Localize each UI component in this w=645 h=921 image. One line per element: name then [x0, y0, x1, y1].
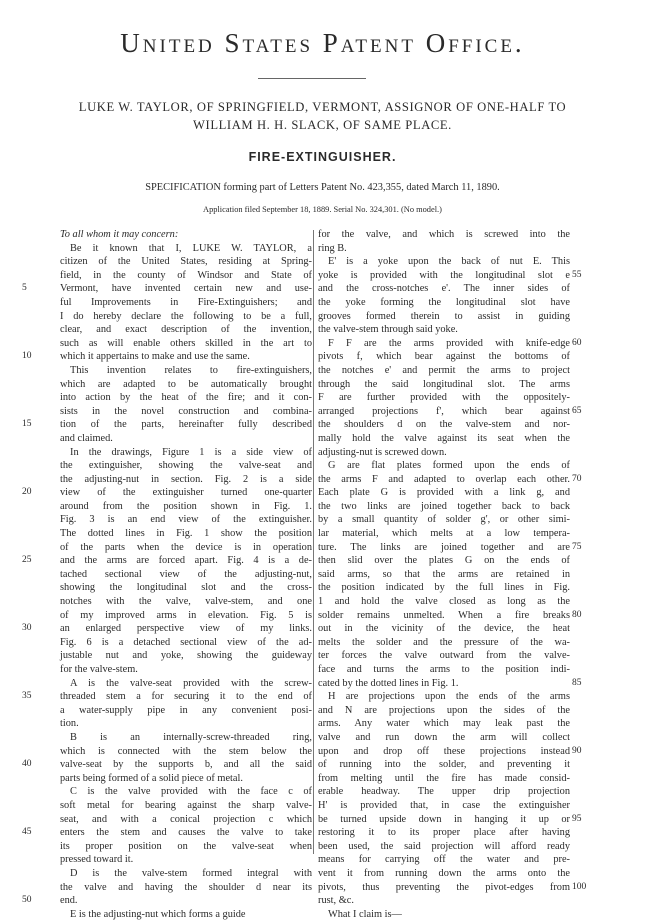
text-line: parts being formed of a solid piece of metal. [60, 772, 243, 784]
text-line: ring B. [318, 242, 347, 254]
text-line: cated by the dotted lines in Fig. 1. [318, 677, 459, 689]
right-text-column [318, 228, 570, 921]
line-number: 60 [572, 337, 582, 348]
text-line: showing the longitudinal slot and the cross- [60, 582, 312, 594]
line-number: 15 [22, 419, 32, 430]
text-line: for the valve-stem. [60, 664, 138, 675]
text-line: Fig. 6 is a detached sectional view of the ad- [60, 636, 312, 648]
left-text-column [60, 228, 312, 921]
text-line: The dotted lines in Fig. 1 show the position [60, 528, 312, 540]
text-line: lar material, which melts at a low tempera- [318, 528, 570, 540]
text-line: sists in the novel construction and combina- [60, 405, 312, 417]
line-number: 35 [22, 691, 32, 702]
text-line: Each plate G is provided with a link g, and [318, 487, 570, 499]
text-line: and the arms are forced apart. Fig. 4 is a de- [60, 555, 312, 567]
text-line: which it appertains to make and use the same. [60, 351, 250, 363]
text-line: face and turns the arms to the position indi- [318, 664, 570, 675]
text-line: I do hereby declare the following to be a full, [60, 310, 312, 322]
text-line: then slid over the plates G on the ends of [318, 555, 570, 567]
line-number: 30 [22, 623, 32, 634]
title-rule [258, 78, 366, 79]
text-line: Be it known that I, LUKE W. TAYLOR, a [70, 242, 312, 254]
text-line: tion. [60, 718, 79, 730]
text-line: 1 and hold the valve closed as long as the [318, 596, 570, 608]
line-number: 55 [572, 269, 582, 280]
text-line: In the drawings, Figure 1 is a side view of [70, 446, 312, 458]
text-line: ful Improvements in Fire-Extinguishers; and [60, 296, 312, 308]
text-line: C is the valve provided with the face c of [70, 786, 312, 798]
text-line: of the parts when the device is in operation [60, 541, 312, 553]
text-line: F are further provided with the oppositely- [318, 392, 570, 404]
text-line: melts the solder and the pressure of the wa- [318, 636, 570, 648]
text-line: the yoke forming the longitudinal slot have [318, 296, 570, 308]
text-line: This invention relates to fire-extinguishers, [70, 364, 312, 376]
text-line: mally hold the valve against its seat when the [318, 432, 570, 444]
text-line: of running into the solder, and preventing it [318, 759, 570, 771]
inventor-block [0, 98, 645, 134]
text-line: A is the valve-seat provided with the screw- [70, 677, 312, 689]
text-line: notches with the valve, valve-stem, and one [60, 596, 312, 608]
line-number: 100 [572, 881, 587, 892]
text-line: soft metal for bearing against the sharp valve- [60, 799, 312, 811]
text-line: from melting until the fire has made consid- [318, 772, 570, 784]
text-line: E' is a yoke upon the back of nut E. This [328, 256, 570, 268]
text-line: G are flat plates formed upon the ends of [328, 460, 570, 472]
text-line: valve-seat by the supports b, and all the said [60, 759, 312, 771]
text-line: E is the adjusting-nut which forms a guide [70, 908, 246, 920]
text-line: pressed toward it. [60, 854, 134, 866]
text-line: arms. Any water which may leak past the [318, 718, 570, 730]
text-line: means for carrying off the water and pre- [318, 854, 570, 866]
text-line: into action by the heat of the fire; and it con- [60, 392, 312, 404]
line-number: 5 [22, 283, 27, 294]
text-line: ter forces the valve outward from the valve- [318, 650, 570, 662]
line-number: 45 [22, 827, 32, 838]
text-line: such as will enable others skilled in the art to [60, 337, 312, 349]
text-line: the position indicated by the full lines in Fig. [318, 582, 570, 594]
text-line: view of the extinguisher turned one-quarter [60, 487, 312, 499]
line-number: 85 [572, 677, 582, 688]
text-line: the two links are joined together back to back [318, 500, 570, 512]
text-line: What I claim is— [328, 908, 402, 920]
text-line: of my improved arms in elevation. Fig. 5 is [60, 609, 312, 621]
text-line: arranged projections f', which bear against [318, 405, 570, 417]
text-line: threaded stem a for securing it to the end of [60, 691, 312, 703]
line-number: 40 [22, 759, 32, 770]
text-line: seat, and with a conical projection c which [60, 813, 312, 825]
text-line: the shoulders d on the valve-stem and nor- [318, 419, 570, 431]
invention-title: FIRE-EXTINGUISHER. [248, 150, 397, 164]
office-title: United States Patent Office. [120, 28, 525, 58]
line-number: 90 [572, 745, 582, 756]
line-number: 20 [22, 487, 32, 498]
text-line: be turned upside down in hanging it up or [318, 813, 570, 825]
text-line: the adjusting-nut in section. Fig. 2 is a side [60, 473, 312, 485]
text-line: justable nut and yoke, showing the guideway [60, 650, 312, 662]
text-line: yoke is provided with the longitudinal slot e [318, 269, 570, 281]
text-line: restoring it to its proper place after having [318, 827, 570, 839]
text-line: tion of the parts, hereinafter fully described [60, 419, 312, 431]
text-line: H are projections upon the ends of the arms [328, 691, 570, 703]
inventor-line-1: LUKE W. TAYLOR, OF SPRINGFIELD, VERMONT, ASSIGNOR OF ONE-HALF TO [78, 100, 567, 114]
text-line: solder remains unmelted. When a fire breaks [318, 609, 570, 621]
text-line: field, in the county of Windsor and State of [60, 269, 312, 281]
line-number: 80 [572, 609, 582, 620]
text-line: enters the stem and causes the valve to take [60, 827, 312, 839]
text-line: which are adapted to be automatically brought [60, 378, 312, 390]
line-number: 65 [572, 405, 582, 416]
text-line: which is connected with the stem below the [60, 745, 312, 757]
text-line: B is an internally-screw-threaded ring, [70, 731, 312, 743]
text-line: the extinguisher, showing the valve-seat and [60, 460, 312, 472]
text-line: To all whom it may concern: [60, 229, 179, 240]
text-line: grooves formed therein to assist in guiding [318, 310, 570, 322]
text-line: F F are the arms provided with knife-edge [328, 337, 570, 349]
text-line: a water-supply pipe in any convenient posi- [60, 704, 312, 716]
text-line: tached sectional view of the adjusting-nut, [60, 568, 312, 580]
text-line: and claimed. [60, 432, 113, 444]
text-line: erable headway. The upper drip projection [318, 786, 570, 798]
text-line: an enlarged perspective view of my links. [60, 623, 312, 635]
text-line: pivots f, which bear against the bottoms of [318, 351, 570, 363]
text-line: the arms F and adapted to overlap each other. [318, 473, 570, 485]
text-line: vent it from running down the arms onto the [318, 867, 570, 879]
text-line: been used, the said projection will afford ready [318, 840, 570, 852]
text-line: H' is provided that, in case the extinguisher [318, 799, 570, 811]
text-line: by a small quantity of solder g', or other simi- [318, 514, 570, 526]
text-line: out in the vicinity of the device, the heat [318, 623, 570, 635]
text-line: Fig. 3 is an end view of the extinguisher. [60, 514, 312, 526]
text-line: the valve-stem through said yoke. [318, 324, 458, 336]
text-line: and N are projections upon the sides of the [318, 704, 570, 716]
text-line: the valve and having the shoulder d near its [60, 881, 312, 893]
line-number: 50 [22, 895, 32, 906]
text-line: and the cross-notches e'. The inner sides of [318, 283, 570, 295]
text-line: D is the valve-stem formed integral with [70, 867, 312, 879]
text-line: valve and run down the arm will collect [318, 731, 570, 743]
text-line: its proper position on the valve-seat when [60, 840, 312, 852]
line-number: 95 [572, 813, 582, 824]
line-number: 70 [572, 473, 582, 484]
line-number: 25 [22, 555, 32, 566]
line-number: 10 [22, 351, 32, 362]
text-line: said arms, so that the arms are retained in [318, 568, 570, 580]
text-line: pivots, thus preventing the pivot-edges from [318, 881, 570, 893]
text-line: adjusting-nut is screwed down. [318, 446, 447, 458]
text-line: upon and drop off these projections instead [318, 745, 570, 757]
text-line: around from the position shown in Fig. 1. [60, 500, 312, 512]
text-line: end. [60, 895, 78, 907]
text-line: the notches e' and permit the arms to project [318, 364, 570, 376]
text-line: citizen of the United States, residing at Spring- [60, 256, 312, 268]
column-divider [313, 230, 314, 854]
specification-line: SPECIFICATION forming part of Letters Patent No. 423,355, dated March 11, 1890. [145, 182, 500, 193]
application-line: Application filed September 18, 1889. Serial No. 324,301. (No model.) [203, 205, 442, 214]
text-line: for the valve, and which is screwed into the [318, 229, 570, 240]
text-line: rust, &c. [318, 895, 354, 907]
line-number: 75 [572, 541, 582, 552]
text-line: clear, and exact description of the invention, [60, 324, 312, 336]
text-line: Vermont, have invented certain new and use- [60, 283, 312, 295]
text-line: through the said longitudinal slot. The arms [318, 378, 570, 390]
inventor-line-2: WILLIAM H. H. SLACK, OF SAME PLACE. [193, 118, 452, 132]
text-line: ture. The links are joined together and are [318, 541, 570, 553]
